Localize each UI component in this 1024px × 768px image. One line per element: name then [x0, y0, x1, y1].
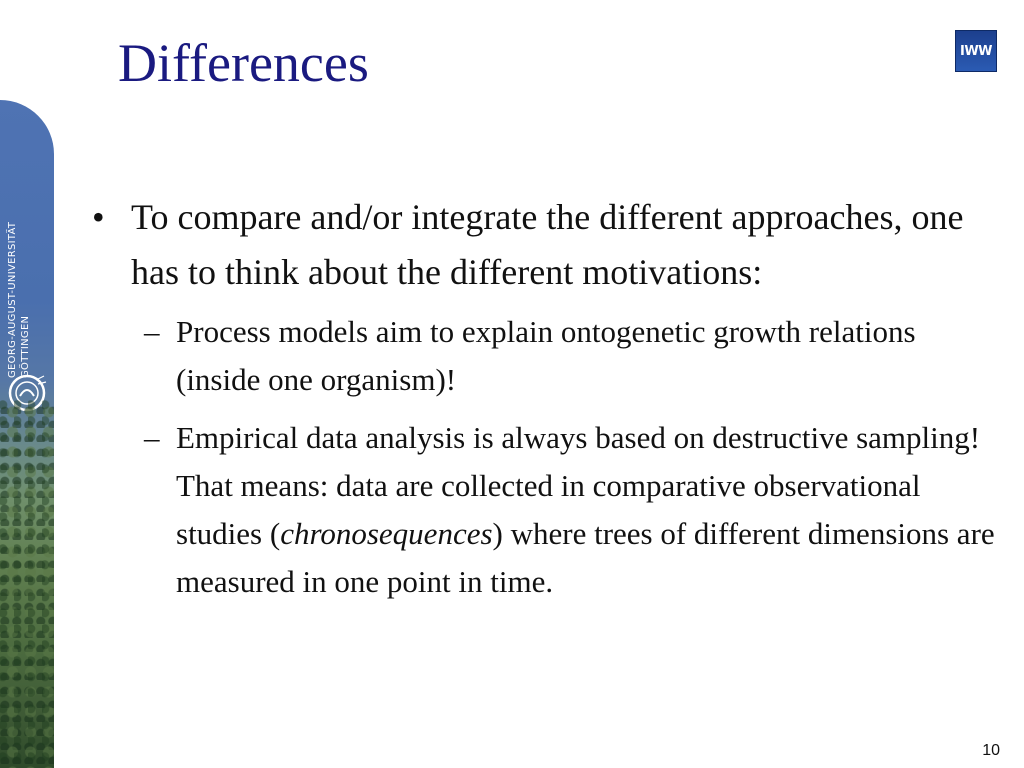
sub-bullet-process-models [92, 308, 996, 404]
university-name-line1: GEORG-AUGUST-UNIVERSITÄT [7, 221, 18, 378]
sub-bullet-text-after: ) where trees of different dimensions are measured in one point in time. [176, 516, 995, 599]
left-decorative-band [0, 100, 54, 768]
sub-bullet-text-before: Empirical data analysis is always based on destructive sampling! That means: data are collected in comparative observational studies ( [176, 420, 981, 551]
page-number: 10 [982, 742, 1000, 759]
university-name-line2: GÖTTINGEN [20, 315, 31, 378]
sub-bullet-italic-term: chronosequences [280, 516, 493, 551]
main-bullet-text: To compare and/or integrate the different approaches, one has to think about the different motivations: [131, 197, 964, 292]
bullet-marker: • [92, 197, 105, 237]
iww-logo: IWW [955, 30, 997, 72]
sub-bullet-text: Process models aim to explain ontogenetic growth relations (inside one organism)! [176, 314, 916, 397]
university-seal-icon [6, 372, 48, 414]
sub-bullet-empirical-analysis [92, 414, 996, 606]
university-name [6, 178, 46, 378]
slide-title: Differences [118, 33, 369, 93]
main-bullet [92, 190, 981, 300]
sub-bullet-marker: – [144, 420, 160, 455]
slide-body [92, 190, 995, 606]
sub-bullet-marker: – [144, 314, 160, 349]
